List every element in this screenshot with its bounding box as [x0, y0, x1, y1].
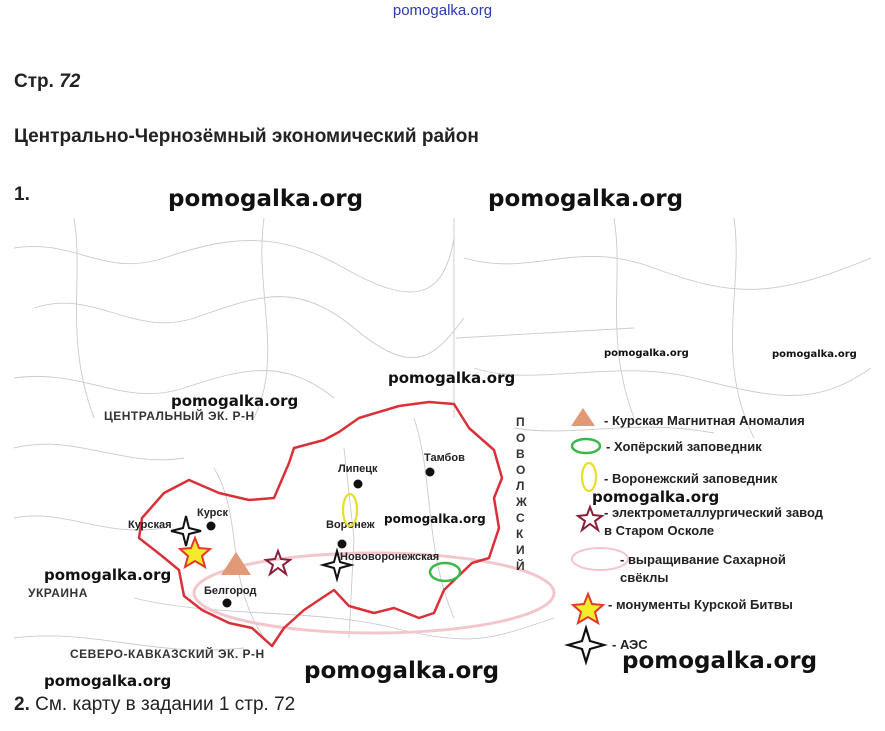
svg-text:Й: Й — [516, 559, 526, 573]
lipetsk-label: Липецк — [338, 463, 378, 475]
belgorod-label: Белгород — [204, 585, 257, 597]
legend-yellow-star-icon — [573, 594, 603, 623]
kursk-label: Курск — [197, 507, 229, 519]
svg-text:О: О — [516, 431, 526, 445]
watermark: pomogalka.org — [592, 488, 720, 506]
svg-text:Ж: Ж — [516, 495, 528, 509]
map-legend — [568, 408, 824, 662]
belgorod-city-dot — [223, 599, 232, 608]
legend-sugar-beet-text-2: свёклы — [620, 570, 669, 585]
watermark: pomogalka.org — [388, 369, 516, 387]
legend-monuments-text: - монументы Курской Битвы — [608, 597, 793, 612]
task-2-number: 2. — [14, 694, 30, 715]
legend-kma-text: - Курская Магнитная Аномалия — [604, 413, 805, 428]
legend-npp-star-icon — [568, 628, 604, 662]
central-region-label: ЦЕНТРАЛЬНЫЙ ЭК. Р-Н — [104, 409, 255, 423]
legend-npp-text: - АЭС — [612, 637, 648, 652]
watermark: pomogalka.org — [772, 349, 857, 360]
section-title: Центрально-Чернозёмный экономический район — [14, 126, 479, 147]
legend-sugar-beet-text: - выращивание Сахарной — [620, 552, 786, 567]
legend-khoper-text: - Хопёрский заповедник — [606, 439, 762, 454]
watermark: pomogalka.org — [44, 566, 172, 584]
svg-text:О: О — [516, 463, 526, 477]
page-ref-prefix: Стр. — [14, 71, 54, 92]
page-ref-number: 72 — [59, 71, 81, 92]
khoper-reserve-marker — [430, 563, 460, 581]
legend-steel-plant-text-2: в Старом Осколе — [604, 523, 715, 538]
svg-text:И: И — [516, 543, 526, 557]
tambov-label: Тамбов — [424, 452, 465, 464]
legend-outline-star-icon — [578, 507, 602, 530]
voronezh-city-dot — [338, 540, 347, 549]
legend-triangle-icon — [571, 408, 595, 426]
watermark: pomogalka.org — [171, 392, 299, 410]
kurskaya-npp-label: Курская — [128, 519, 172, 531]
north-caucasus-region-label: СЕВЕРО-КАВКАЗСКИЙ ЭК. Р-Н — [70, 647, 265, 661]
watermark: pomogalka.org — [622, 648, 818, 674]
legend-steel-plant-text: - электрометаллургический завод — [604, 505, 824, 520]
task-2-text: См. карту в задании 1 стр. 72 — [35, 694, 296, 715]
economic-region-map — [14, 218, 871, 688]
task-2 — [14, 694, 295, 716]
voronezh-label: Воронеж — [326, 519, 375, 531]
novovoronezh-npp-label: Нововоронежская — [340, 551, 440, 563]
svg-text:С: С — [516, 511, 526, 525]
site-watermark: pomogalka.org — [392, 2, 493, 19]
tambov-city-dot — [426, 468, 435, 477]
ukraine-label: УКРАИНА — [28, 586, 88, 600]
task-1-number: 1. — [14, 184, 30, 205]
legend-green-oval-icon — [572, 439, 600, 453]
steel-plant-star-marker — [266, 551, 290, 574]
svg-text:В: В — [516, 447, 526, 461]
volga-region-label — [515, 415, 527, 573]
watermark: pomogalka.org — [488, 186, 684, 212]
kursk-city-dot — [207, 522, 216, 531]
watermark: pomogalka.org — [384, 512, 486, 526]
page-reference — [14, 71, 80, 93]
svg-text:К: К — [516, 527, 524, 541]
legend-yellow-oval-icon — [582, 463, 596, 491]
watermark: pomogalka.org — [44, 672, 172, 690]
watermark: pomogalka.org — [168, 186, 364, 212]
map-background-lines — [14, 218, 871, 650]
svg-text:Л: Л — [516, 479, 525, 493]
watermark: pomogalka.org — [604, 348, 689, 359]
legend-voronezh-reserve-text: - Воронежский заповедник — [604, 471, 778, 486]
lipetsk-city-dot — [354, 480, 363, 489]
watermark: pomogalka.org — [304, 658, 500, 684]
svg-text:П: П — [516, 415, 526, 429]
